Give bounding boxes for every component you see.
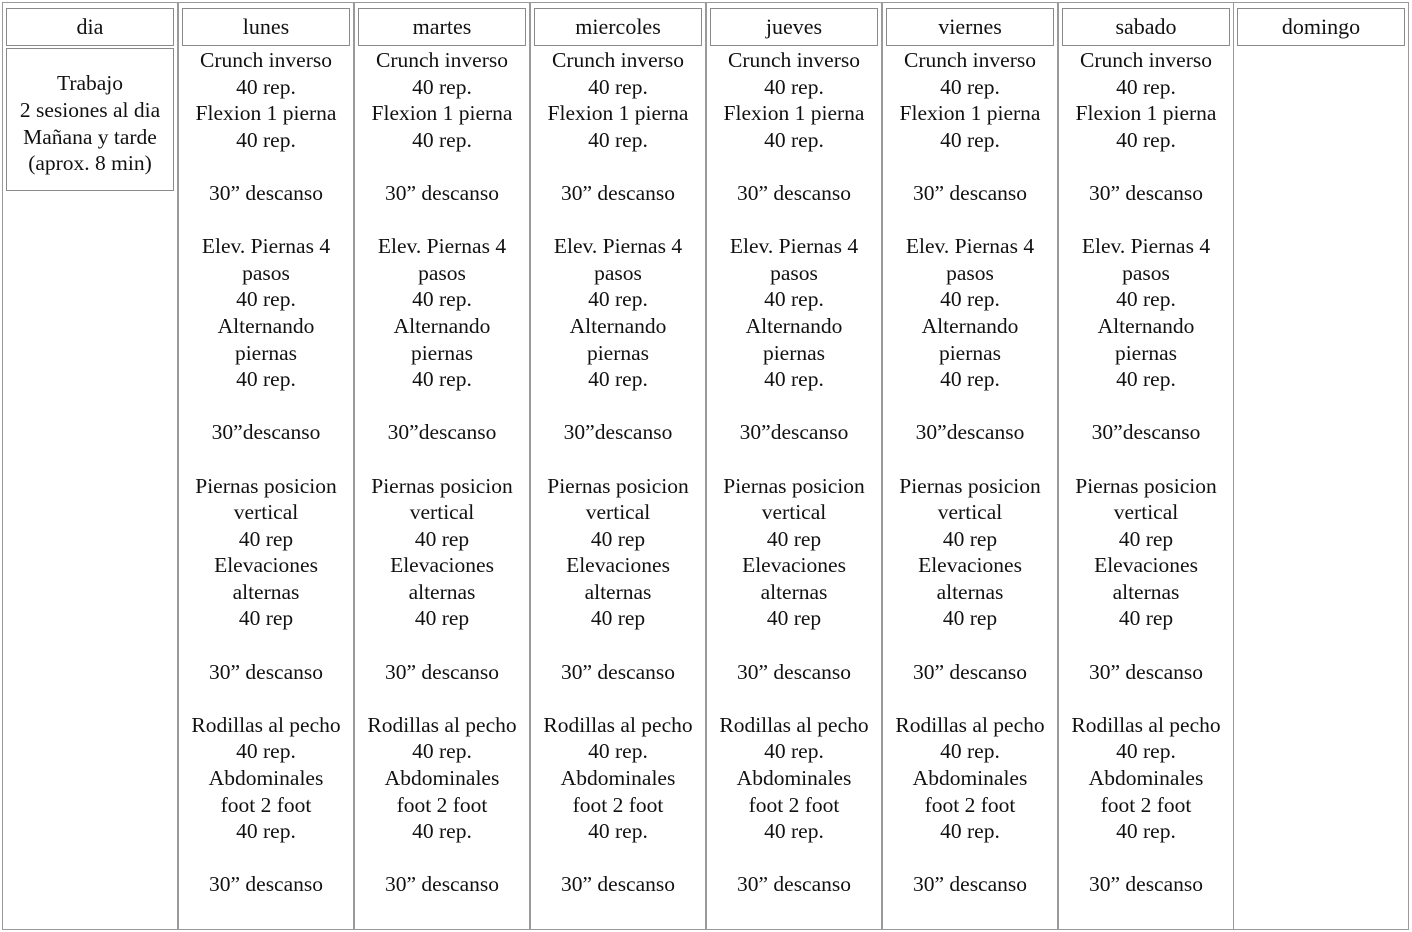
routine-line: 30”descanso xyxy=(739,420,849,445)
routine-line: 30” descanso xyxy=(208,872,324,897)
routine-line: vertical xyxy=(585,500,651,525)
routine-line: 40 rep xyxy=(590,526,646,551)
routine-line: 40 rep. xyxy=(236,367,296,392)
routine-line: vertical xyxy=(233,500,299,525)
routine-line xyxy=(531,207,705,234)
routine-line: 40 rep. xyxy=(940,127,1000,152)
routine-line: 40 rep xyxy=(942,606,998,631)
routine-line: 30” descanso xyxy=(912,872,1028,897)
routine-line: foot 2 foot xyxy=(748,792,840,817)
routine-line: 40 rep. xyxy=(940,367,1000,392)
column-viernes xyxy=(882,2,1058,930)
routine-line xyxy=(883,446,1057,473)
routine-line: 40 rep. xyxy=(764,367,824,392)
routine-line: 30”descanso xyxy=(211,420,321,445)
routine-line: Alternando xyxy=(921,313,1019,338)
routine-line: pasos xyxy=(946,260,994,285)
routine-line: pasos xyxy=(594,260,642,285)
routine-line xyxy=(355,685,529,712)
routine-line: 30” descanso xyxy=(736,659,852,684)
routine-line: pasos xyxy=(770,260,818,285)
routine-line xyxy=(355,207,529,234)
routine-line: Elevaciones xyxy=(390,553,494,578)
routine-line: Rodillas al pecho xyxy=(1071,712,1221,737)
work-line: Mañana y tarde xyxy=(23,124,157,149)
routine-line: piernas xyxy=(410,340,474,365)
routine-line: 40 rep. xyxy=(588,74,648,99)
routine-line: 30”descanso xyxy=(387,420,497,445)
routine-line: 40 rep. xyxy=(588,287,648,312)
routine-line: Abdominales xyxy=(736,766,852,791)
routine-line: Flexion 1 pierna xyxy=(371,101,513,126)
routine-line: 30”descanso xyxy=(915,420,1025,445)
routine-line: alternas xyxy=(936,579,1004,604)
routine-line: 40 rep xyxy=(942,526,998,551)
routine-line: Elevaciones xyxy=(918,553,1022,578)
routine-line: 30” descanso xyxy=(912,180,1028,205)
header-dia: dia xyxy=(6,8,174,46)
routine-line xyxy=(1059,446,1233,473)
routine-line: piernas xyxy=(762,340,826,365)
routine-line: 30” descanso xyxy=(736,872,852,897)
routine-line: Crunch inverso xyxy=(728,48,860,72)
routine-line: Crunch inverso xyxy=(1080,48,1212,72)
routine-line: foot 2 foot xyxy=(924,792,1016,817)
header-lunes: lunes xyxy=(182,8,350,46)
header-domingo: domingo xyxy=(1237,8,1405,46)
routine-line: piernas xyxy=(1114,340,1178,365)
routine-line: Elevaciones xyxy=(214,553,318,578)
routine-line: 40 rep xyxy=(414,526,470,551)
routine-line: Abdominales xyxy=(560,766,676,791)
routine-line: 40 rep. xyxy=(412,127,472,152)
routine-line: 30” descanso xyxy=(208,659,324,684)
routine-line: 40 rep. xyxy=(1116,127,1176,152)
routine-line: 40 rep. xyxy=(1116,819,1176,844)
routine-line: 40 rep. xyxy=(764,739,824,764)
routine-cell-jueves xyxy=(707,47,881,898)
routine-line: Rodillas al pecho xyxy=(543,712,693,737)
routine-line: Abdominales xyxy=(208,766,324,791)
routine-line: Elevaciones xyxy=(1094,553,1198,578)
routine-line xyxy=(355,446,529,473)
routine-line: Piernas posicion xyxy=(899,473,1041,498)
column-miercoles xyxy=(530,2,706,930)
routine-line xyxy=(883,632,1057,659)
routine-line: Alternando xyxy=(569,313,667,338)
column-domingo xyxy=(1233,2,1409,930)
routine-line: Elev. Piernas 4 xyxy=(729,234,859,259)
routine-line xyxy=(1059,153,1233,180)
routine-line: 40 rep. xyxy=(412,819,472,844)
routine-line: 30” descanso xyxy=(560,659,676,684)
routine-line: Rodillas al pecho xyxy=(191,712,341,737)
routine-line xyxy=(1059,632,1233,659)
work-line: (aprox. 8 min) xyxy=(28,151,152,176)
routine-line: 40 rep. xyxy=(1116,739,1176,764)
routine-line: 40 rep xyxy=(1118,606,1174,631)
routine-line xyxy=(1059,207,1233,234)
routine-line: Flexion 1 pierna xyxy=(723,101,865,126)
routine-line: alternas xyxy=(584,579,652,604)
routine-line: Elevaciones xyxy=(566,553,670,578)
routine-line: 40 rep xyxy=(238,526,294,551)
routine-line: Crunch inverso xyxy=(376,48,508,72)
routine-line: pasos xyxy=(1122,260,1170,285)
column-sabado xyxy=(1058,2,1234,930)
routine-line xyxy=(179,207,353,234)
routine-line: 40 rep xyxy=(1118,526,1174,551)
routine-line: Crunch inverso xyxy=(552,48,684,72)
routine-cell-viernes xyxy=(883,47,1057,898)
routine-line: 40 rep. xyxy=(236,819,296,844)
routine-line xyxy=(355,153,529,180)
routine-line: Flexion 1 pierna xyxy=(547,101,689,126)
routine-line xyxy=(531,153,705,180)
routine-line xyxy=(179,845,353,872)
routine-line: Piernas posicion xyxy=(723,473,865,498)
routine-line: Elev. Piernas 4 xyxy=(553,234,683,259)
routine-line: vertical xyxy=(937,500,1003,525)
column-jueves xyxy=(706,2,882,930)
routine-line: Crunch inverso xyxy=(904,48,1036,72)
work-line: 2 sesiones al dia xyxy=(19,97,161,122)
routine-line: Rodillas al pecho xyxy=(719,712,869,737)
header-viernes: viernes xyxy=(886,8,1054,46)
routine-line: 40 rep. xyxy=(412,367,472,392)
routine-line: foot 2 foot xyxy=(1100,792,1192,817)
routine-line: pasos xyxy=(242,260,290,285)
routine-line xyxy=(707,685,881,712)
routine-line: 40 rep. xyxy=(236,127,296,152)
routine-line xyxy=(531,446,705,473)
routine-line: Elev. Piernas 4 xyxy=(377,234,507,259)
routine-line xyxy=(1059,845,1233,872)
column-dia xyxy=(2,2,178,930)
routine-line: Abdominales xyxy=(384,766,500,791)
routine-line: 40 rep. xyxy=(1116,367,1176,392)
routine-line: 30” descanso xyxy=(1088,180,1204,205)
routine-line xyxy=(531,845,705,872)
routine-line xyxy=(883,207,1057,234)
routine-line: alternas xyxy=(760,579,828,604)
routine-line: 30” descanso xyxy=(736,180,852,205)
routine-line: 30” descanso xyxy=(1088,872,1204,897)
routine-line xyxy=(707,207,881,234)
routine-line: 40 rep. xyxy=(764,127,824,152)
routine-line: piernas xyxy=(586,340,650,365)
routine-line: 30” descanso xyxy=(1088,659,1204,684)
routine-line: 30” descanso xyxy=(384,872,500,897)
routine-cell-miercoles xyxy=(531,47,705,898)
routine-line: 40 rep. xyxy=(940,287,1000,312)
routine-line: alternas xyxy=(408,579,476,604)
routine-line xyxy=(883,153,1057,180)
routine-line: 40 rep. xyxy=(412,739,472,764)
routine-line: 40 rep. xyxy=(764,819,824,844)
routine-line xyxy=(179,632,353,659)
work-description-cell xyxy=(6,48,174,191)
routine-line: Alternando xyxy=(393,313,491,338)
header-miercoles: miercoles xyxy=(534,8,702,46)
routine-line xyxy=(355,632,529,659)
routine-line: pasos xyxy=(418,260,466,285)
routine-line: alternas xyxy=(232,579,300,604)
routine-line: Elev. Piernas 4 xyxy=(905,234,1035,259)
column-martes xyxy=(354,2,530,930)
column-lunes xyxy=(178,2,354,930)
routine-line: 40 rep. xyxy=(1116,287,1176,312)
routine-line xyxy=(179,393,353,420)
routine-line: 40 rep. xyxy=(588,819,648,844)
routine-line: Abdominales xyxy=(1088,766,1204,791)
routine-line: 30” descanso xyxy=(560,180,676,205)
routine-line: 40 rep xyxy=(766,526,822,551)
routine-line: 40 rep. xyxy=(236,74,296,99)
routine-line: Piernas posicion xyxy=(371,473,513,498)
routine-line: Flexion 1 pierna xyxy=(195,101,337,126)
routine-line: 30” descanso xyxy=(560,872,676,897)
routine-line: Piernas posicion xyxy=(1075,473,1217,498)
routine-line xyxy=(179,685,353,712)
routine-line xyxy=(1059,393,1233,420)
routine-line xyxy=(355,393,529,420)
routine-line: 40 rep. xyxy=(764,74,824,99)
routine-line: 40 rep. xyxy=(588,739,648,764)
routine-line: 30”descanso xyxy=(563,420,673,445)
routine-line xyxy=(531,393,705,420)
routine-line xyxy=(355,845,529,872)
work-line: Trabajo xyxy=(56,71,124,96)
header-jueves: jueves xyxy=(710,8,878,46)
routine-line: 40 rep. xyxy=(412,74,472,99)
routine-line: 30” descanso xyxy=(208,180,324,205)
routine-line: 40 rep. xyxy=(940,819,1000,844)
routine-line: piernas xyxy=(938,340,1002,365)
routine-line xyxy=(707,446,881,473)
routine-line xyxy=(707,632,881,659)
routine-line: Crunch inverso xyxy=(200,48,332,72)
routine-line: vertical xyxy=(761,500,827,525)
header-martes: martes xyxy=(358,8,526,46)
routine-line xyxy=(531,632,705,659)
routine-line: 40 rep xyxy=(238,606,294,631)
routine-line: 40 rep xyxy=(766,606,822,631)
routine-line xyxy=(883,685,1057,712)
routine-line: 40 rep. xyxy=(1116,74,1176,99)
routine-line: vertical xyxy=(409,500,475,525)
header-sabado: sabado xyxy=(1062,8,1230,46)
routine-line xyxy=(179,446,353,473)
routine-line: 40 rep. xyxy=(764,287,824,312)
routine-line: Alternando xyxy=(745,313,843,338)
routine-line: 30” descanso xyxy=(912,659,1028,684)
routine-line: Elev. Piernas 4 xyxy=(201,234,331,259)
routine-line: 40 rep. xyxy=(412,287,472,312)
routine-line: Abdominales xyxy=(912,766,1028,791)
routine-line: foot 2 foot xyxy=(396,792,488,817)
routine-line: 40 rep. xyxy=(588,367,648,392)
routine-line: 40 rep. xyxy=(236,287,296,312)
routine-cell-martes xyxy=(355,47,529,898)
routine-line xyxy=(1059,685,1233,712)
routine-line xyxy=(707,153,881,180)
routine-line: Elev. Piernas 4 xyxy=(1081,234,1211,259)
routine-line: 30” descanso xyxy=(384,659,500,684)
routine-line: Rodillas al pecho xyxy=(367,712,517,737)
routine-line: Rodillas al pecho xyxy=(895,712,1045,737)
routine-line xyxy=(707,845,881,872)
routine-line: alternas xyxy=(1112,579,1180,604)
routine-line: 40 rep xyxy=(590,606,646,631)
routine-line: Alternando xyxy=(1097,313,1195,338)
routine-line: Elevaciones xyxy=(742,553,846,578)
routine-line: foot 2 foot xyxy=(572,792,664,817)
routine-line xyxy=(707,393,881,420)
routine-line: Flexion 1 pierna xyxy=(899,101,1041,126)
routine-line xyxy=(531,685,705,712)
routine-cell-sabado xyxy=(1059,47,1233,898)
routine-line: Alternando xyxy=(217,313,315,338)
routine-line: 30”descanso xyxy=(1091,420,1201,445)
routine-line: 40 rep. xyxy=(236,739,296,764)
routine-line: Flexion 1 pierna xyxy=(1075,101,1217,126)
routine-line xyxy=(179,153,353,180)
routine-line: Piernas posicion xyxy=(195,473,337,498)
routine-line: Piernas posicion xyxy=(547,473,689,498)
routine-cell-lunes xyxy=(179,47,353,898)
routine-line: vertical xyxy=(1113,500,1179,525)
routine-line: foot 2 foot xyxy=(220,792,312,817)
routine-line: 30” descanso xyxy=(384,180,500,205)
routine-line xyxy=(883,393,1057,420)
routine-line: piernas xyxy=(234,340,298,365)
routine-line xyxy=(883,845,1057,872)
routine-line: 40 rep xyxy=(414,606,470,631)
routine-line: 40 rep. xyxy=(940,74,1000,99)
routine-line: 40 rep. xyxy=(940,739,1000,764)
routine-line: 40 rep. xyxy=(588,127,648,152)
